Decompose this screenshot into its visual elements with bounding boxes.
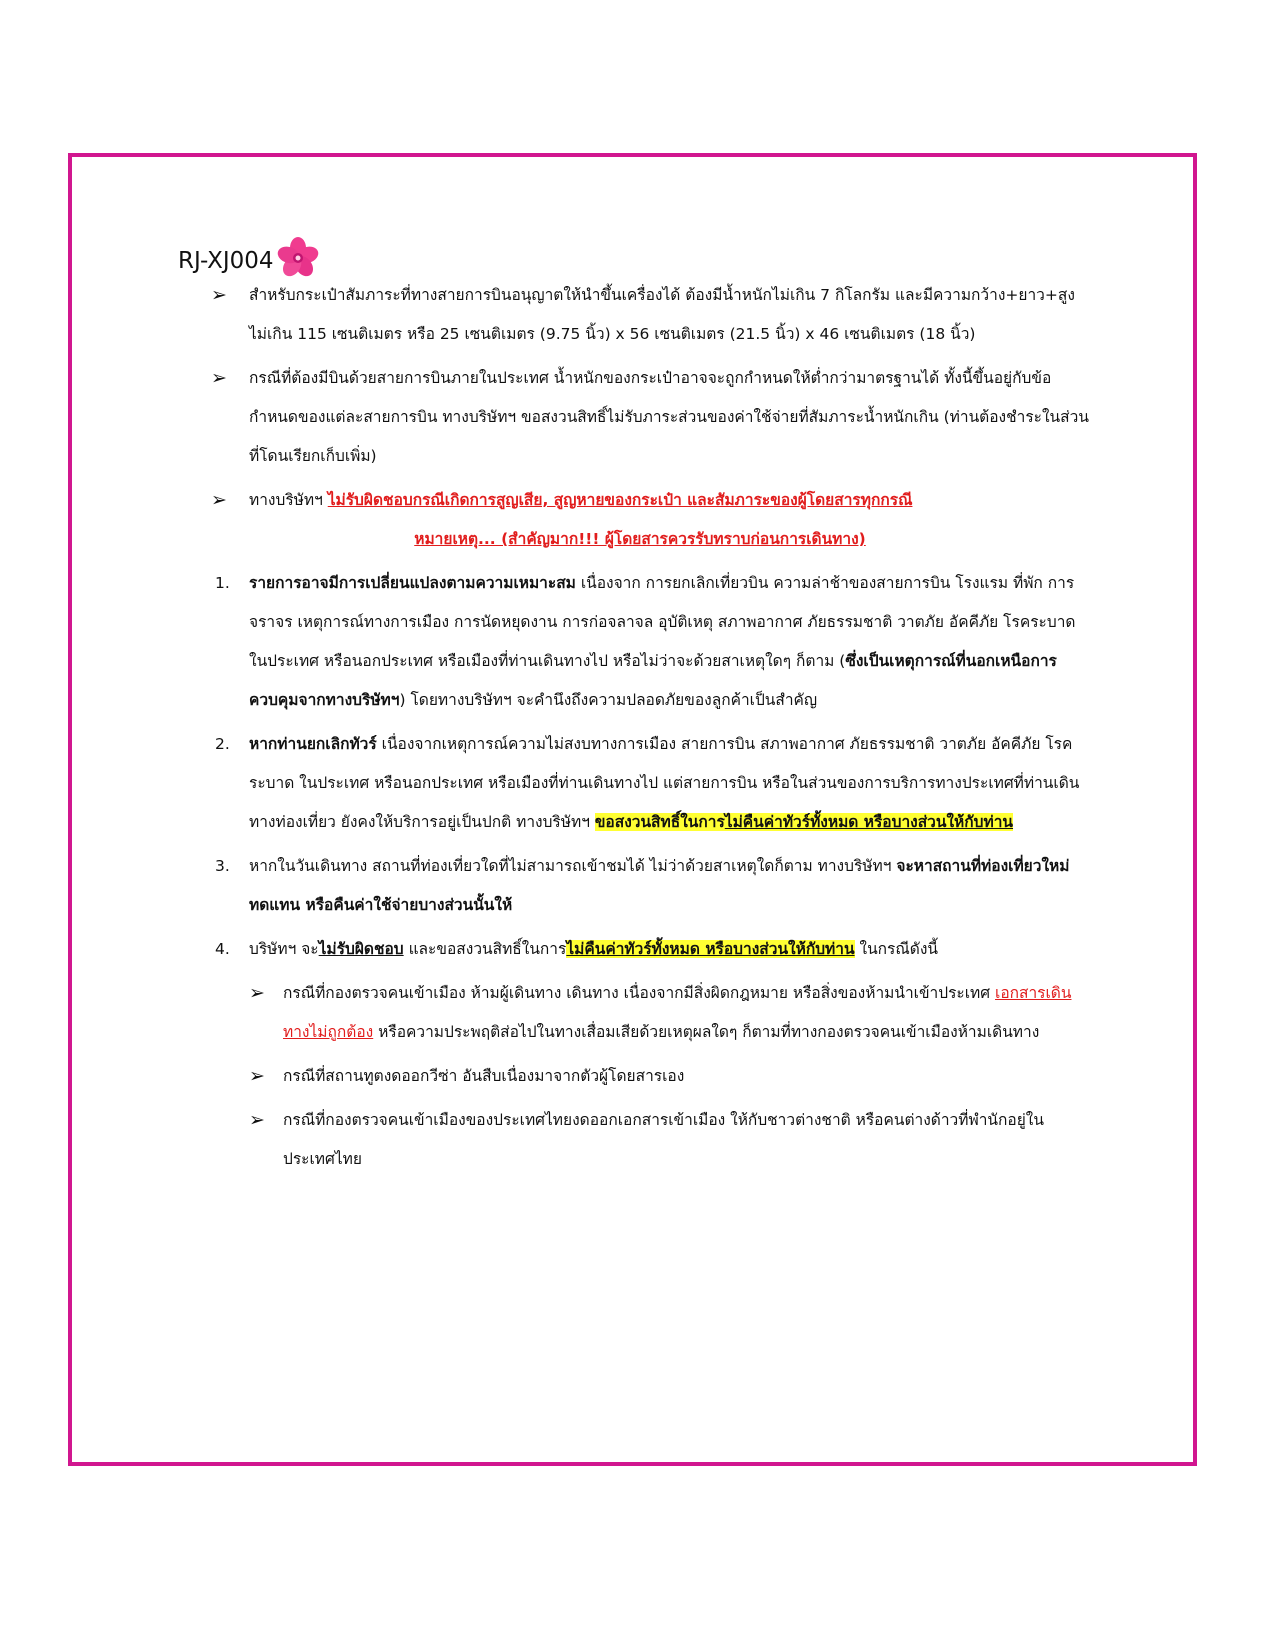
sub-text: กรณีที่กองตรวจคนเข้าเมือง ห้ามผู้เดินทาง เดินทาง เนื่องจากมีสิ่งผิดกฎหมาย หรือสิ่งของห้ามนำเข้าประเทศ (283, 984, 996, 1002)
tour-code-text: RJ-XJ004 (178, 248, 274, 274)
tour-code (178, 242, 320, 280)
item-heading: รายการอาจมีการเปลี่ยนแปลงตามความเหมาะสม (249, 574, 576, 592)
item-bold-underline: ไม่รับผิดชอบ (318, 940, 404, 958)
flower-icon (276, 236, 320, 280)
remark-heading: หมายเหตุ... (สำคัญมาก!!! ผู้โดยสารควรรับทราบก่อนการเดินทาง) (414, 530, 866, 548)
sub-bullet-item (249, 1057, 1091, 1096)
item-text: เนื่องจากเหตุการณ์ความไม่สงบทางการเมือง สายการบิน สภาพอากาศ ภัยธรรมชาติ วาตภัย อัคคีภัย โรคระบาด ในประเทศ หรือนอกประเทศ หรือเมืองที่ท่านเดินทางไป แต่สายการบิน หรือในส่วนของการบริการทางประเทศที่ท่านเดินทางท่องเที่ยว ยังคงให้บริการอยู่เป็นปกติ ทางบริษัทฯ (249, 735, 1080, 831)
arrow-bullet-icon: ➢ (249, 1065, 265, 1087)
item-number: 4. (215, 940, 230, 958)
highlight-text: ขอสงวนสิทธิ์ในการ (594, 813, 725, 831)
arrow-bullet-icon: ➢ (249, 1109, 265, 1131)
item-text: เนื่องจาก การยกเลิกเที่ยวบิน ความล่าช้าของสายการบิน โรงแรม ที่พัก การจราจร เหตุการณ์ทางการเมือง การนัดหยุดงาน การก่อจลาจล อุบัติเหตุ สภาพอากาศ ภัยธรรมชาติ วาตภัย อัคคีภัย โรคระบาด ในประเทศ หรือนอกประเทศ หรือเมืองที่ท่านเดินทางไป หรือไม่ว่าจะด้วยสาเหตุใดๆ ก็ตาม ( (249, 574, 1076, 670)
bullet-text: กรณีที่ต้องมีบินด้วยสายการบินภายในประเทศ น้ำหนักของกระเป๋าอาจจะถูกกำหนดให้ต่ำกว่ามาตรฐานได้ ทั้งนี้ขึ้นอยู่กับข้อกำหนดของแต่ละสายการบิน ทางบริษัทฯ ขอสงวนสิทธิ์ไม่รับภาระส่วนของค่าใช้จ่ายที่สัมภาระน้ำหนักเกิน (ท่านต้องชำระในส่วนที่โดนเรียกเก็บเพิ่ม) (249, 369, 1089, 465)
sub-bullet-item (249, 1101, 1091, 1179)
bullet-item (211, 276, 1091, 354)
sub-text: หรือความประพฤติส่อไปในทางเสื่อมเสียด้วยเหตุผลใดๆ ก็ตามที่ทางกองตรวจคนเข้าเมืองห้ามเดินทาง (373, 1023, 1040, 1041)
item-bold-text: ซึ่งเป็นเหตุการณ์ที่นอกเหนือการควบคุมจากทางบริษัทฯ (249, 652, 1057, 709)
numbered-item (211, 725, 1091, 842)
item-text: บริษัทฯ จะ (249, 940, 319, 958)
bullet-item-warning (211, 481, 1091, 559)
item-number: 3. (215, 857, 230, 875)
item-text: หากในวันเดินทาง สถานที่ท่องเที่ยวใดที่ไม่สามารถเข้าชมได้ ไม่ว่าด้วยสาเหตุใดก็ตาม ทางบริษัทฯ (249, 857, 897, 875)
bullet-text: สำหรับกระเป๋าสัมภาระที่ทางสายการบินอนุญาตให้นำขึ้นเครื่องได้ ต้องมีน้ำหนักไม่เกิน 7 กิโลกรัม และมีความกว้าง+ยาว+สูง ไม่เกิน 115 เซนติเมตร หรือ 25 เซนติเมตร (9.75 นิ้ว) x 56 เซนติเมตร (21.5 นิ้ว) x 46 เซนติเมตร (18 นิ้ว) (249, 286, 1075, 343)
item-number: 2. (215, 735, 230, 753)
sub-bullet-item (249, 974, 1091, 1052)
arrow-bullet-icon: ➢ (211, 284, 227, 306)
bullet-item (211, 359, 1091, 476)
highlight-underline-text: ไม่คืนค่าทัวร์ทั้งหมด หรือบางส่วนให้กับท่าน (724, 813, 1014, 831)
sub-red-text: เอกสารเดินทางไม่ถูกต้อง (283, 984, 1072, 1041)
arrow-bullet-icon: ➢ (211, 367, 227, 389)
sub-text: กรณีที่สถานทูตงดออกวีซ่า อันสืบเนื่องมาจากตัวผู้โดยสารเอง (283, 1067, 685, 1085)
sub-text: กรณีที่กองตรวจคนเข้าเมืองของประเทศไทยงดออกเอกสารเข้าเมือง ให้กับชาวต่างชาติ หรือคนต่างด้าวที่พำนักอยู่ในประเทศไทย (283, 1111, 1044, 1168)
highlight-underline-text: ไม่คืนค่าทัวร์ทั้งหมด หรือบางส่วนให้กับท่าน (566, 940, 855, 958)
arrow-bullet-icon: ➢ (249, 982, 265, 1004)
warning-text: ไม่รับผิดชอบกรณีเกิดการสูญเสีย, สูญหายของกระเป๋า และสัมภาระของผู้โดยสารทุกกรณี (327, 491, 913, 509)
item-text: และขอสงวนสิทธิ์ในการ (403, 940, 567, 958)
bullet-prefix: ทางบริษัทฯ (249, 491, 328, 509)
content (211, 276, 1091, 1179)
numbered-item (211, 564, 1091, 720)
arrow-bullet-icon: ➢ (211, 489, 227, 511)
numbered-item (211, 847, 1091, 925)
item-text: ในกรณีดังนี้ (854, 940, 938, 958)
item-bold-text: จะหาสถานที่ท่องเที่ยวใหม่ทดแทน หรือคืนค่าใช้จ่ายบางส่วนนั้นให้ (249, 857, 1070, 914)
numbered-item (211, 930, 1091, 969)
item-heading: หากท่านยกเลิกทัวร์ (249, 735, 377, 753)
item-number: 1. (215, 574, 230, 592)
item-text: ) โดยทางบริษัทฯ จะคำนึงถึงความปลอดภัยของลูกค้าเป็นสำคัญ (399, 691, 818, 709)
